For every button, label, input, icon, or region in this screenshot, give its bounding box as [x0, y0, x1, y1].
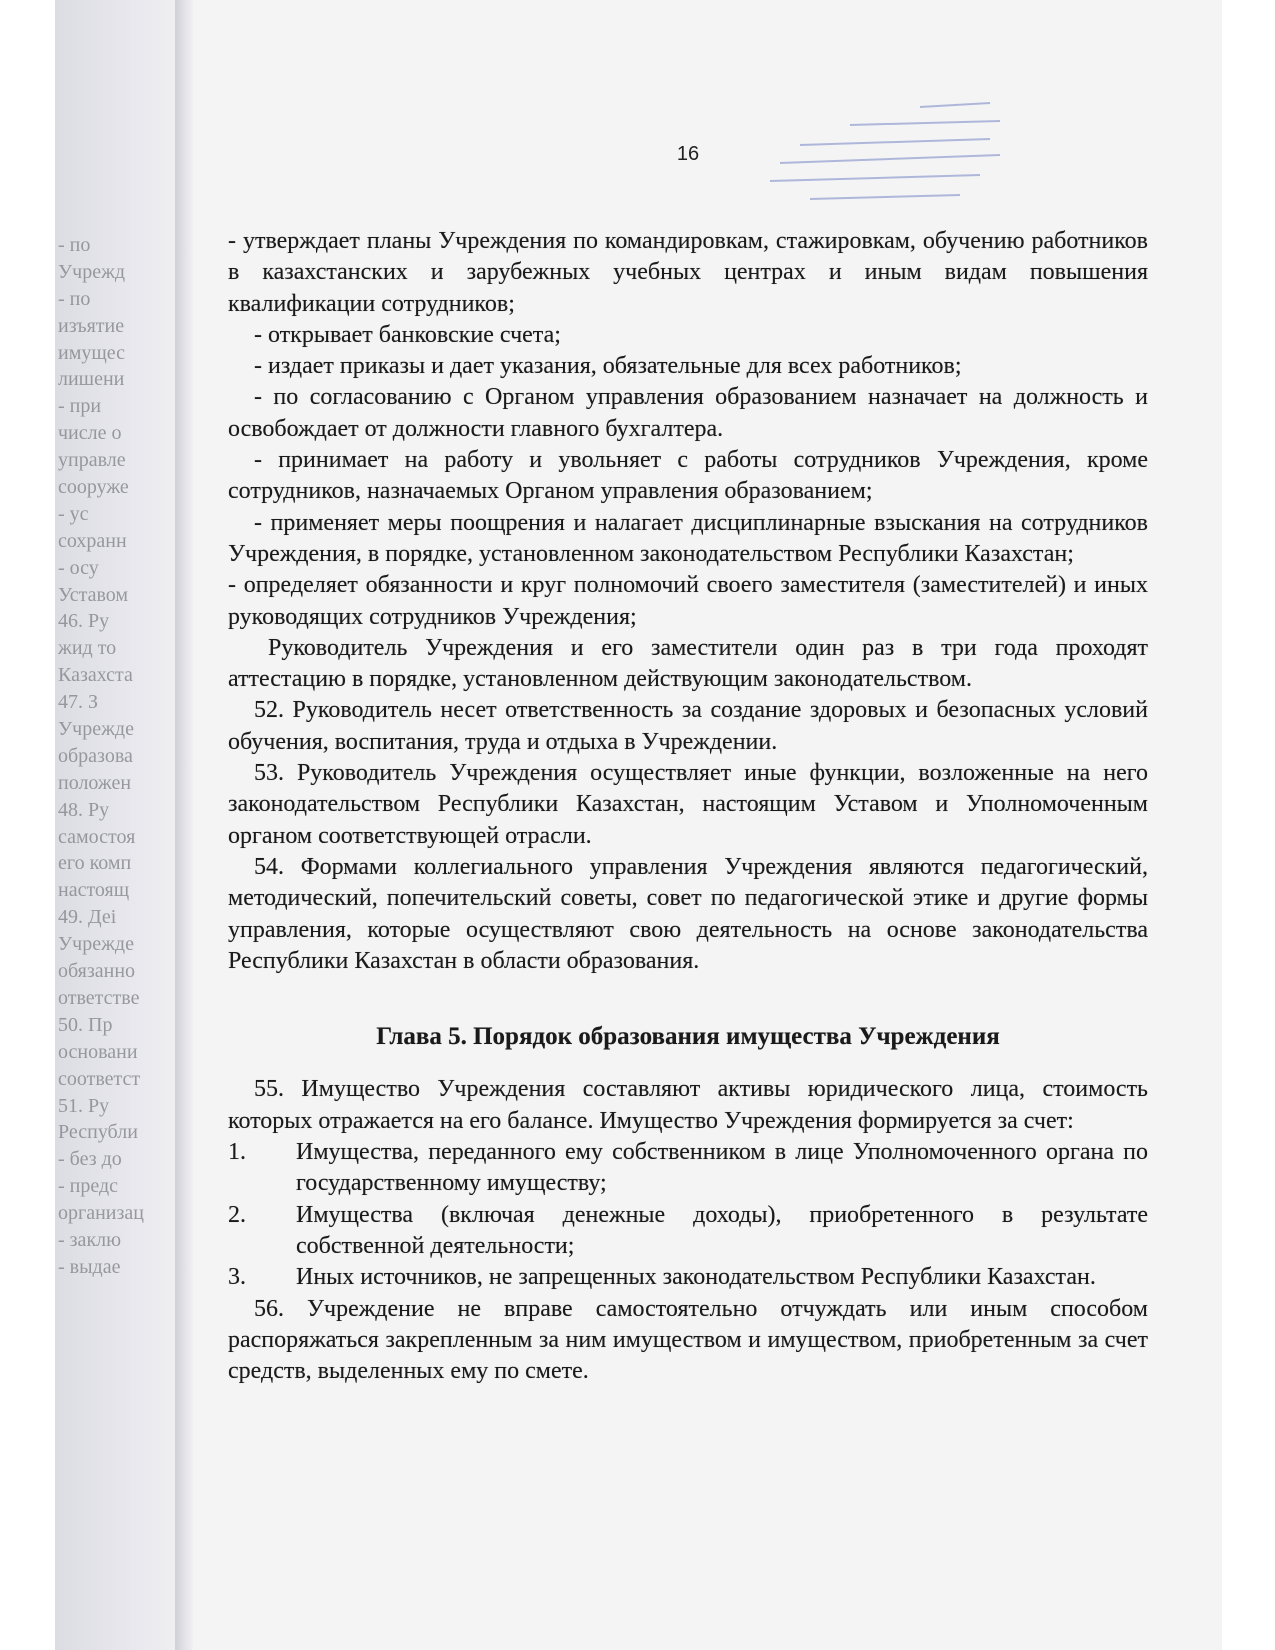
ghost-text-line: Уставом — [58, 583, 129, 606]
paragraph: 52. Руководитель несет ответственность за создание здоровых и безопасных условий обучения, воспитания, труда и отдыха в Учреждении. — [228, 697, 1148, 755]
ghost-text-line: имущес — [58, 341, 126, 364]
page-number: 16 — [676, 143, 700, 165]
ghost-text-line: - по — [58, 234, 91, 256]
ghost-text-line: управле — [58, 449, 126, 472]
ghost-text-line: лишени — [58, 368, 125, 391]
ghost-text-line: самостоя — [58, 825, 136, 848]
ghost-text-line: жид то — [58, 637, 117, 660]
paragraph: - определяет обязанности и круг полномочий своего заместителя (заместителей) и иных руководящих сотрудников Учреждения; — [228, 572, 1148, 630]
paragraph: - по согласованию с Органом управления образованием назначает на должность и освобождает от должности главного бухгалтера. — [228, 384, 1148, 442]
list-number: 1. — [228, 1139, 246, 1166]
ghost-text-line: 50. Пр — [58, 1013, 113, 1036]
page-fold-shadow — [175, 0, 193, 1650]
list-item — [228, 1262, 1148, 1293]
paragraph: - утверждает планы Учреждения по командировкам, стажировкам, обучению работников в казахстанских и зарубежных учебных центрах и иным видам повышения квалификации сотрудников; — [228, 228, 1148, 317]
ghost-text-line: основани — [58, 1040, 138, 1063]
paragraph: 55. Имущество Учреждения составляют активы юридического лица, стоимость которых отражается на его балансе. Имущество Учреждения формируется за счет: — [228, 1076, 1148, 1134]
document-body — [228, 226, 1148, 1387]
list-item — [228, 1137, 1148, 1200]
ghost-text-line: - при — [58, 395, 102, 418]
ghost-text-line: организац — [58, 1202, 144, 1225]
document-page — [228, 0, 1148, 1650]
ghost-text-line: - выдае — [58, 1255, 121, 1278]
list-number: 2. — [228, 1201, 246, 1228]
list-number: 3. — [228, 1264, 246, 1291]
list-item — [228, 1200, 1148, 1263]
paragraph: 54. Формами коллегиального управления Учреждения являются педагогический, методический, попечительский советы, совет по педагогической этике и другие формы управления, которые осуществляют свою деятельность на основе законодательства Республики Казахстан в области образования. — [228, 853, 1148, 974]
ghost-text-line: - предс — [58, 1175, 119, 1198]
list-text: Имущества (включая денежные доходы), приобретенного в результате собственной деятельности; — [296, 1201, 1148, 1259]
ghost-text-line: - по — [58, 287, 91, 310]
chapter-heading: Глава 5. Порядок образования имущества Учреждения — [376, 1023, 1000, 1051]
ghost-text-line: его комп — [58, 852, 132, 875]
paragraph: Руководитель Учреждения и его заместители один раз в три года проходят аттестацию в порядке, установленном действующим законодательством. — [228, 634, 1148, 693]
ghost-text-line: сооруже — [58, 476, 129, 499]
ghost-text-line: 49. Деі — [58, 906, 117, 929]
ghost-text-line: настоящ — [58, 879, 130, 902]
ghost-text-line: положен — [58, 771, 132, 794]
ghost-text-line: ответстве — [58, 986, 140, 1009]
ghost-text-line: образова — [58, 744, 133, 767]
ghost-text-line: 47. З — [58, 691, 99, 714]
ghost-text-line: Учрежд — [58, 260, 126, 283]
list-text: Иных источников, не запрещенных законодательством Республики Казахстан. — [296, 1264, 1096, 1291]
ghost-text-line: - без до — [58, 1148, 122, 1171]
ghost-text-line: изъятие — [58, 314, 125, 337]
ghost-text-line: сохранн — [58, 529, 127, 552]
paragraph: - открывает банковские счета; — [254, 321, 561, 348]
ghost-text-line: - осу — [58, 556, 99, 579]
ghost-text-line: - заклю — [58, 1228, 122, 1251]
paragraph: 53. Руководитель Учреждения осуществляет иные функции, возложенные на него законодательством Республики Казахстан, настоящим Уставом и Уполномоченным органом соответствующей отрасли. — [228, 760, 1148, 849]
paragraph: - издает приказы и дает указания, обязательные для всех работников; — [254, 353, 962, 380]
ghost-text-column — [58, 232, 170, 1281]
ghost-text-line: Учрежде — [58, 718, 134, 741]
ghost-text-line: 48. Ру — [58, 798, 110, 821]
ghost-text-line: Республи — [58, 1121, 138, 1144]
ghost-text-line: Учрежде — [58, 933, 134, 956]
scan-margin-left — [0, 0, 55, 1650]
paragraph: - применяет меры поощрения и налагает дисциплинарные взыскания на сотрудников Учреждения, в порядке, установленном законодательством Республики Казахстан; — [228, 509, 1148, 567]
paragraph: 56. Учреждение не вправе самостоятельно отчуждать или иным способом распоряжаться закрепленным за ним имуществом и имуществом, приобретенным за счет средств, выделенных ему по смете. — [228, 1295, 1148, 1385]
ghost-text-line: 51. Ру — [58, 1094, 110, 1117]
ghost-text-line: числе о — [58, 422, 122, 445]
paragraph: - принимает на работу и увольняет с работы сотрудников Учреждения, кроме сотрудников, назначаемых Органом управления образованием; — [228, 447, 1148, 505]
ghost-text-line: Казахста — [58, 664, 133, 687]
scan-margin-right — [1222, 0, 1275, 1650]
ghost-text-line: 46. Ру — [58, 610, 110, 633]
ghost-text-line: обязанно — [58, 960, 136, 983]
list-text: Имущества, переданного ему собственником в лице Уполномоченного органа по государственному имуществу; — [296, 1139, 1148, 1197]
ghost-text-line: - ус — [58, 502, 89, 525]
ghost-text-line: соответст — [58, 1067, 141, 1090]
